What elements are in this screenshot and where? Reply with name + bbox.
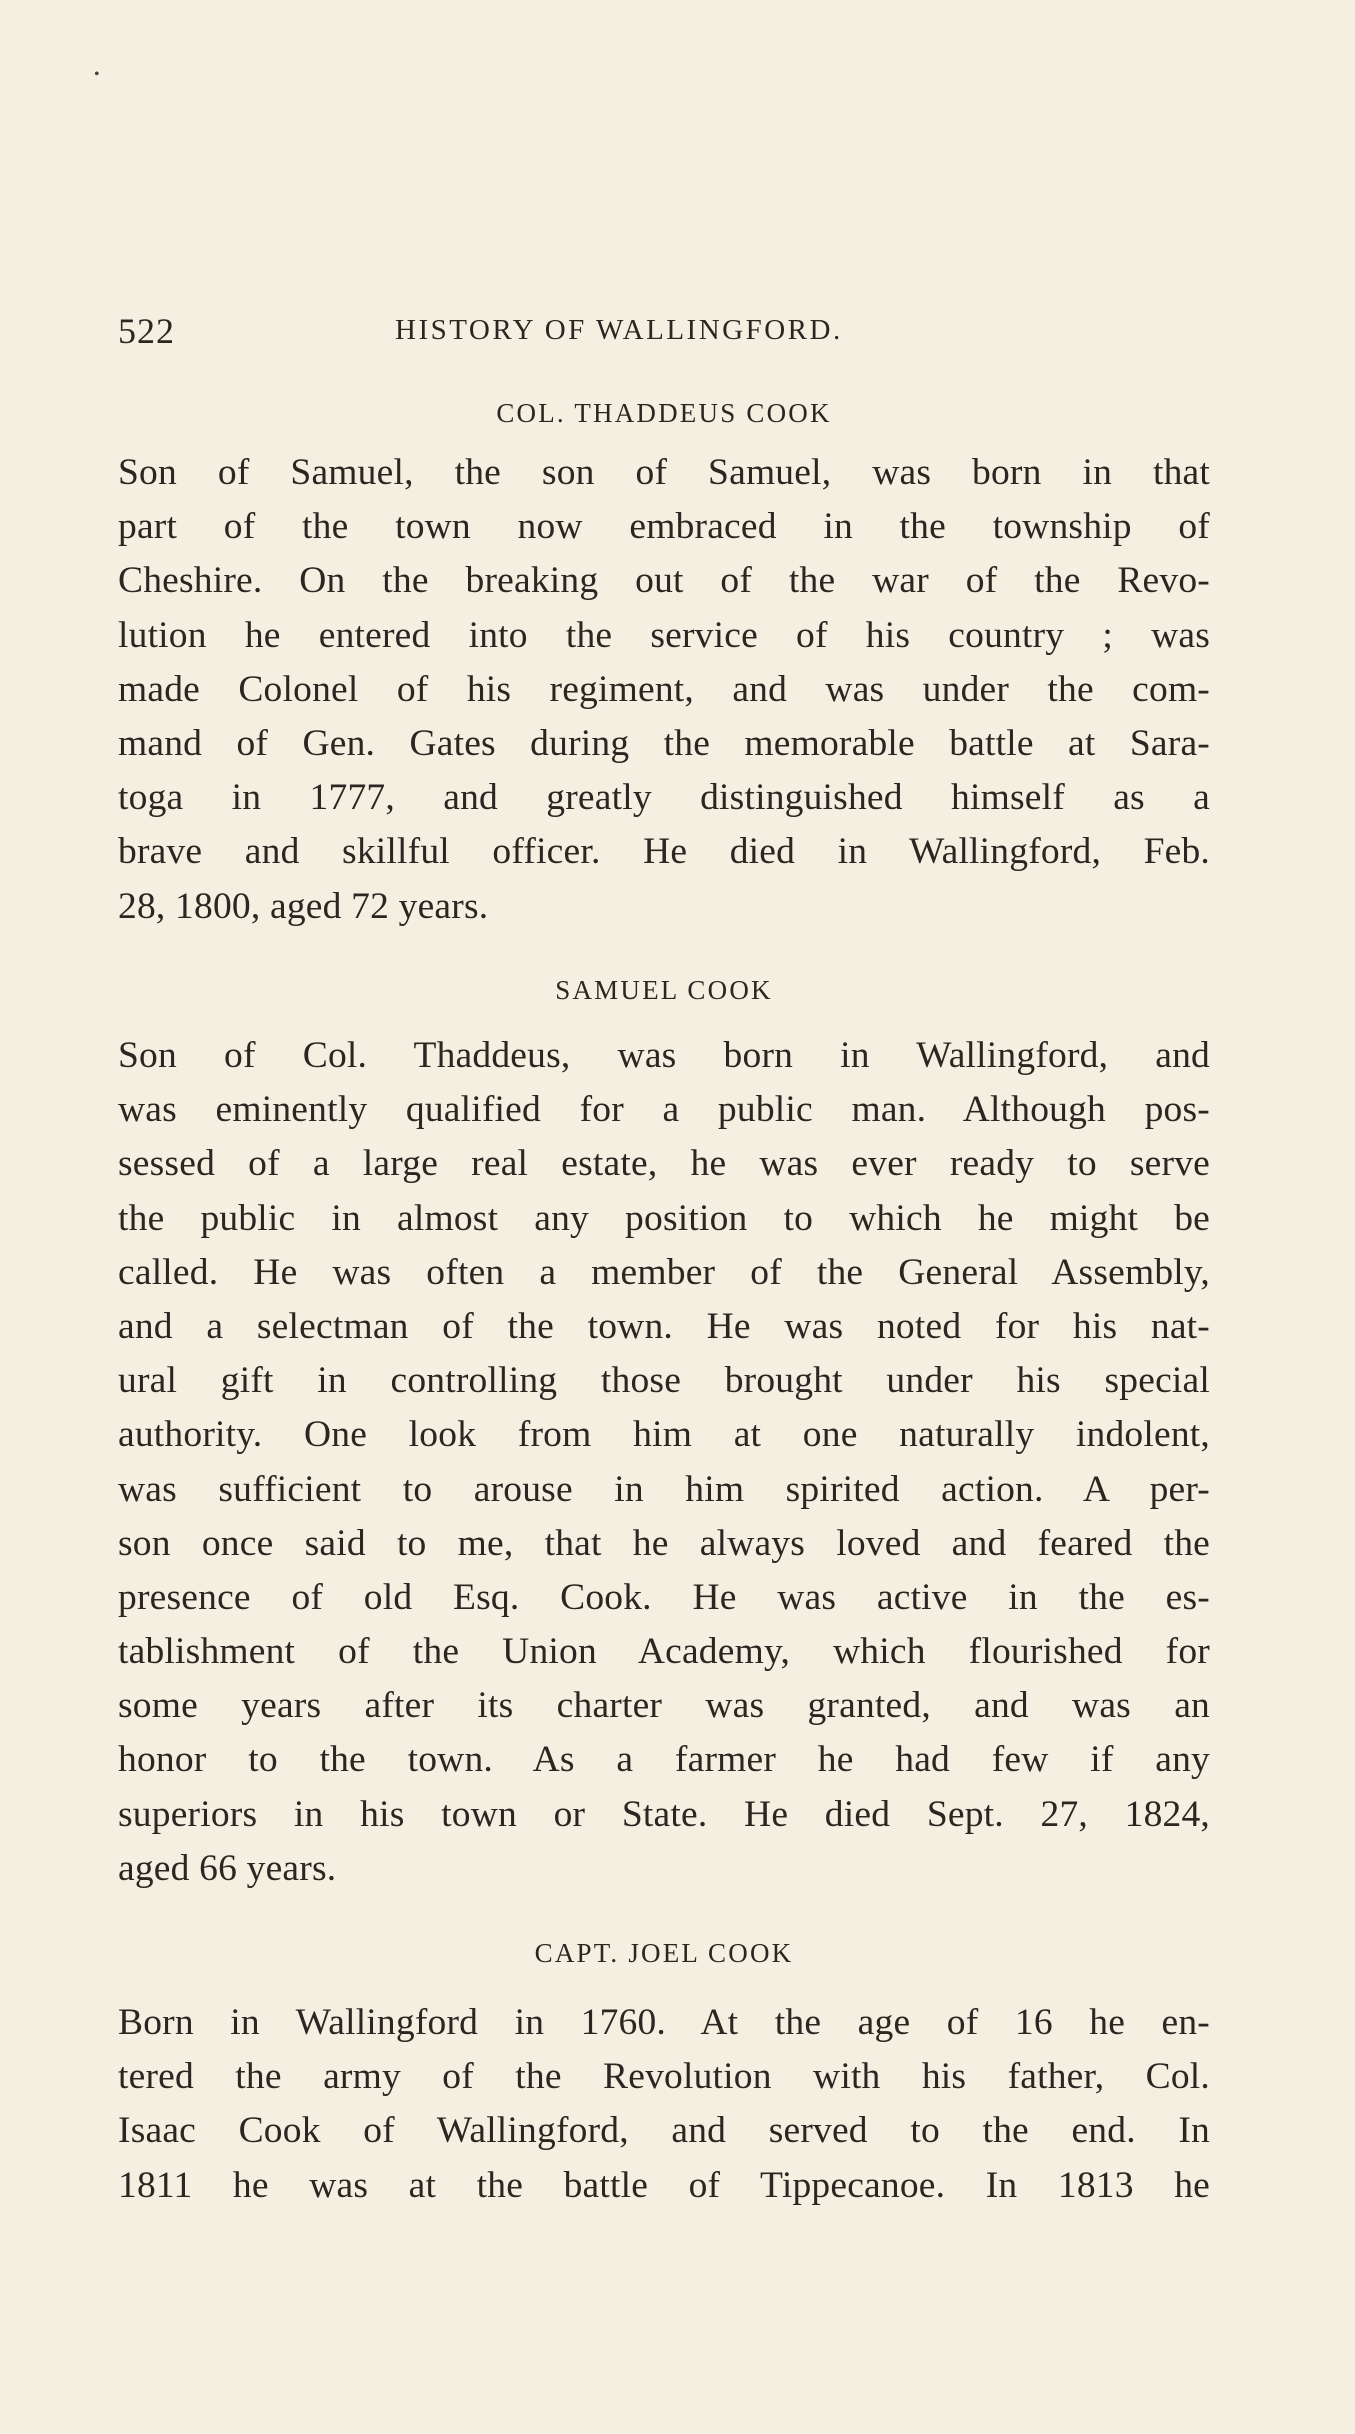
text-line: some years after its charter was granted, and was an (118, 1685, 1210, 1727)
text-line: Son of Samuel, the son of Samuel, was born in that (118, 452, 1210, 493)
page-speck: • (94, 66, 100, 83)
paragraph-samuel-cook (118, 1029, 1210, 1896)
section-heading-joel-cook: CAPT. JOEL COOK (534, 1938, 794, 1968)
text-line: part of the town now embraced in the township of (118, 506, 1210, 548)
text-line: superiors in his town or State. He died Sept. 27, 1824, (118, 1793, 1210, 1835)
text-line: lution he entered into the service of his country ; was (118, 614, 1210, 656)
section-heading-samuel-cook: SAMUEL COOK (555, 975, 773, 1005)
text-line: ural gift in controlling those brought under his special (118, 1360, 1210, 1402)
text-line: the public in almost any position to which he might be (118, 1197, 1210, 1239)
section-heading-thaddeus-cook: COL. THADDEUS COOK (496, 398, 832, 428)
paragraph-joel-cook (118, 1996, 1210, 2213)
text-line: made Colonel of his regiment, and was under the com- (118, 668, 1210, 710)
text-line: was sufficient to arouse in him spirited action. A per- (118, 1468, 1210, 1510)
text-line: aged 66 years. (118, 1847, 337, 1889)
text-line: toga in 1777, and greatly distinguished himself as a (118, 777, 1210, 819)
text-line: Son of Col. Thaddeus, was born in Wallingford, and (118, 1035, 1210, 1076)
text-line: tered the army of the Revolution with his father, Col. (118, 2056, 1210, 2098)
text-line: 1811 he was at the battle of Tippecanoe. In 1813 he (118, 2164, 1210, 2206)
text-line: son once said to me, that he always loved and feared the (118, 1522, 1210, 1564)
text-line: called. He was often a member of the General Assembly, (118, 1251, 1210, 1293)
running-head (118, 310, 1210, 354)
text-line: Born in Wallingford in 1760. At the age of 16 he en- (118, 2002, 1210, 2043)
text-line: authority. One look from him at one naturally indolent, (118, 1414, 1210, 1456)
text-line: was eminently qualified for a public man. Although pos- (118, 1089, 1210, 1131)
text-line: sessed of a large real estate, he was ever ready to serve (118, 1143, 1210, 1185)
text-line: tablishment of the Union Academy, which flourished for (118, 1631, 1210, 1673)
running-title: HISTORY OF WALLINGFORD. (395, 314, 843, 346)
text-line: brave and skillful officer. He died in Wallingford, Feb. (118, 831, 1210, 873)
text-line: mand of Gen. Gates during the memorable battle at Sara- (118, 722, 1210, 764)
paragraph-thaddeus-cook (118, 446, 1210, 934)
text-line: Cheshire. On the breaking out of the war of the Revo- (118, 560, 1210, 602)
text-line: and a selectman of the town. He was noted for his nat- (118, 1305, 1210, 1347)
text-line: honor to the town. As a farmer he had few if any (118, 1739, 1210, 1781)
page-number: 522 (118, 311, 175, 351)
text-line: presence of old Esq. Cook. He was active in the es- (118, 1576, 1210, 1618)
text-line: 28, 1800, aged 72 years. (118, 885, 489, 927)
text-line: Isaac Cook of Wallingford, and served to the end. In (118, 2110, 1210, 2152)
